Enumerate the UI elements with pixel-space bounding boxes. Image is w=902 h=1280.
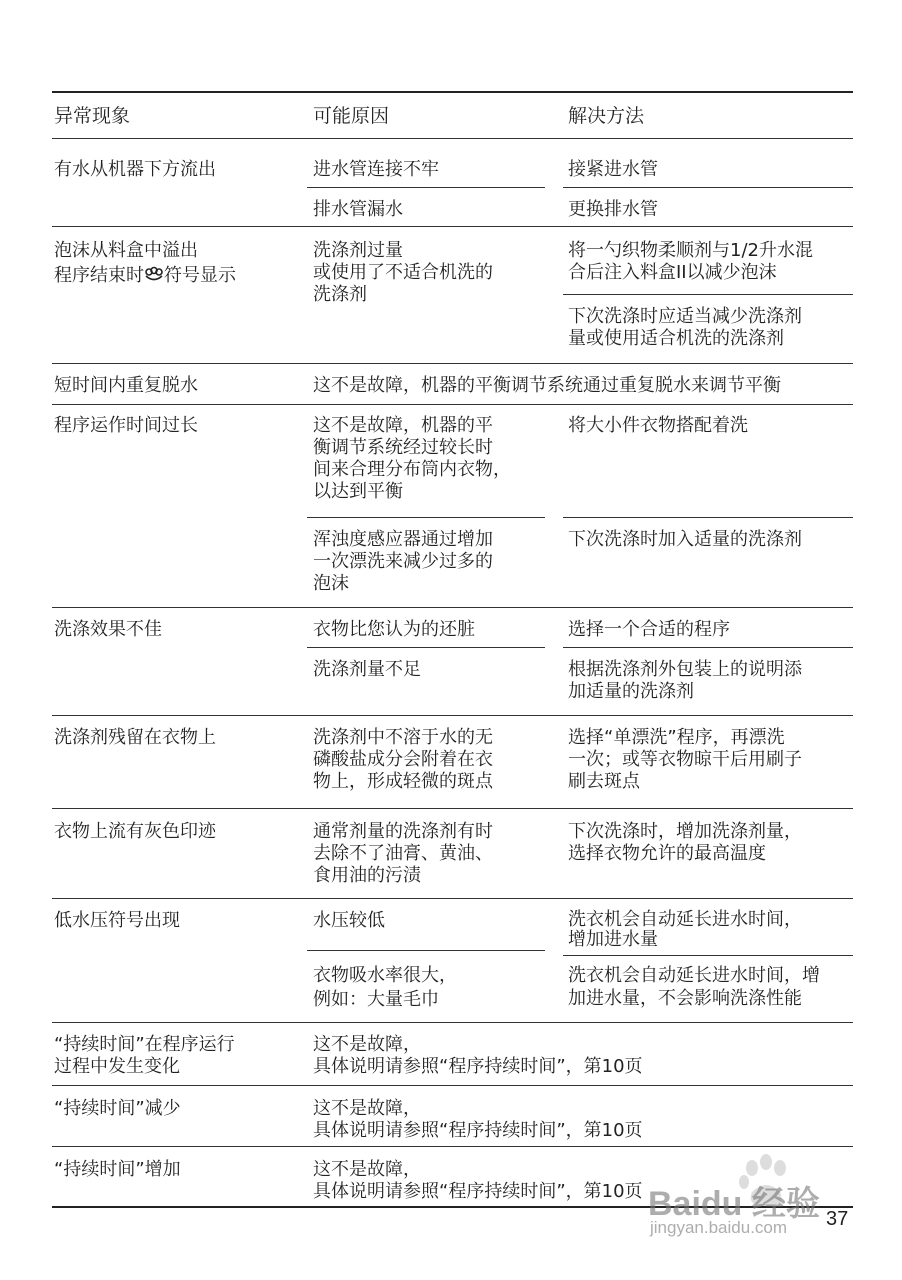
header-rule [52, 138, 853, 139]
row-rule [52, 363, 853, 364]
solution-text: 下次洗涤时，增加洗涤剂量， 选择衣物允许的最高温度 [568, 821, 802, 864]
full-width-text: 这不是故障， 具体说明请参照“程序持续时间”，第10页 [313, 1034, 643, 1077]
symptom-text: “持续时间”在程序运行 过程中发生变化 [54, 1034, 235, 1077]
sub-row-rule [563, 517, 853, 518]
cause-text: 进水管连接不牢 [313, 159, 439, 180]
cause-text: 通常剂量的洗涤剂有时 去除不了油膏、黄油、 食用油的污渍 [313, 821, 493, 886]
row-rule [52, 715, 853, 716]
cause-text: 这不是故障，机器的平 衡调节系统经过较长时 间来合理分布筒内衣物， 以达到平衡 [313, 415, 511, 502]
symptom-text: “持续时间”增加 [54, 1159, 181, 1180]
header-symptom: 异常现象 [54, 105, 131, 127]
cause-text: 洗涤剂量不足 [313, 659, 421, 680]
cause-text: 衣物吸水率很大， 例如：大量毛巾 [313, 965, 457, 1010]
row-rule [52, 1022, 853, 1023]
symptom-text: 有水从机器下方流出 [54, 159, 216, 180]
solution-text: 选择一个合适的程序 [568, 619, 730, 640]
cause-text: 洗涤剂过量 或使用了不适合机洗的 洗涤剂 [313, 240, 493, 305]
solution-text: 更换排水管 [568, 199, 658, 220]
sub-row-rule [563, 647, 853, 648]
sub-row-rule [563, 955, 853, 956]
symptom-text [54, 265, 236, 287]
sub-row-rule [307, 647, 545, 648]
solution-text: 根据洗涤剂外包装上的说明添 加适量的洗涤剂 [568, 659, 802, 702]
foam-icon [144, 266, 164, 284]
symptom-text-part: 符号显示 [164, 265, 236, 286]
watermark-url: jingyan.baidu.com [650, 1218, 788, 1237]
solution-text: 选择“单漂洗”程序，再漂洗 一次；或等衣物晾干后用刷子 刷去斑点 [568, 727, 802, 792]
row-rule [52, 808, 853, 809]
full-width-text: 这不是故障， 具体说明请参照“程序持续时间”，第10页 [313, 1159, 643, 1202]
page-number: 37 [826, 1208, 849, 1230]
symptom-text: 衣物上流有灰色印迹 [54, 821, 216, 842]
sub-row-rule [307, 950, 545, 951]
solution-text: 将一勺织物柔顺剂与1/2升水混 合后注入料盒II以减少泡沫 [568, 240, 813, 283]
cause-text: 水压较低 [313, 910, 385, 931]
row-rule [52, 1146, 853, 1147]
solution-text: 洗衣机会自动延长进水时间，增 加进水量，不会影响洗涤性能 [568, 965, 820, 1009]
watermark-logo-text: Baidu 经验 [648, 1185, 820, 1223]
row-rule [52, 607, 853, 608]
symptom-text-part: 程序结束时 [54, 265, 144, 286]
symptom-text: 洗涤剂残留在衣物上 [54, 727, 216, 748]
symptom-text: 低水压符号出现 [54, 910, 180, 931]
solution-text: 下次洗涤时加入适量的洗涤剂 [568, 529, 802, 550]
symptom-text: 泡沫从料盒中溢出 [54, 240, 198, 261]
symptom-text: 短时间内重复脱水 [54, 375, 198, 396]
sub-row-rule [563, 187, 853, 188]
full-width-text: 这不是故障， 具体说明请参照“程序持续时间”，第10页 [313, 1098, 643, 1141]
cause-text: 洗涤剂中不溶于水的无 磷酸盐成分会附着在衣 物上，形成轻微的斑点 [313, 727, 493, 792]
cause-text: 衣物比您认为的还脏 [313, 619, 475, 640]
solution-text: 下次洗涤时应适当减少洗涤剂 量或使用适合机洗的洗涤剂 [568, 306, 802, 349]
table-top-rule [52, 91, 853, 93]
row-rule [52, 898, 853, 899]
symptom-text: 程序运作时间过长 [54, 415, 198, 436]
sub-row-rule [563, 294, 853, 295]
solution-text: 将大小件衣物搭配着洗 [568, 415, 748, 436]
symptom-text: “持续时间”减少 [54, 1098, 181, 1119]
header-cause: 可能原因 [313, 105, 390, 127]
full-width-text: 这不是故障，机器的平衡调节系统通过重复脱水来调节平衡 [313, 375, 781, 396]
row-rule [52, 226, 853, 227]
solution-text: 接紧进水管 [568, 159, 658, 180]
header-solution: 解决方法 [568, 105, 645, 127]
symptom-text: 洗涤效果不佳 [54, 619, 162, 640]
solution-text: 洗衣机会自动延长进水时间， 增加进水量 [568, 909, 802, 950]
cause-text: 排水管漏水 [313, 199, 403, 220]
row-rule [52, 404, 853, 405]
sub-row-rule [307, 517, 545, 518]
row-rule [52, 1085, 853, 1086]
cause-text: 浑浊度感应器通过增加 一次漂洗来减少过多的 泡沫 [313, 529, 493, 594]
sub-row-rule [307, 187, 545, 188]
